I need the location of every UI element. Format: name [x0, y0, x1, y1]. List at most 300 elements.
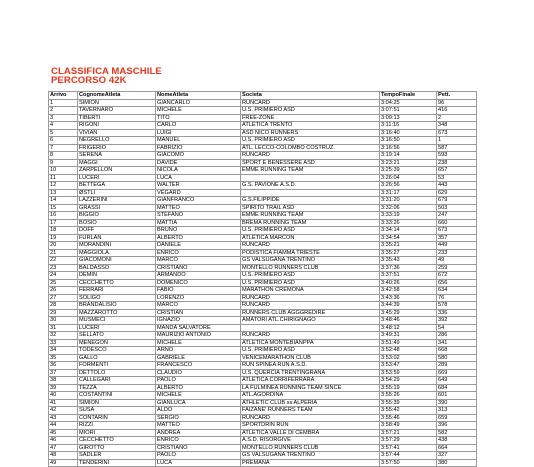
cell-tempo: 3:57:44 — [380, 452, 437, 460]
cell-cognome: MORANDINI — [78, 242, 156, 250]
cell-arrivo: 7 — [49, 144, 78, 152]
cell-societa: SPIRITO TRAIL ASD — [241, 204, 380, 212]
cell-societa: ATLETICA MONTEBIANPPA — [241, 339, 380, 347]
cell-societa: RUNCARD — [241, 294, 380, 302]
cell-societa: G.S.FILIPPIDE — [241, 197, 380, 205]
cell-societa: ASD NICO RUNNERS — [241, 129, 380, 137]
cell-tempo: 3:33:19 — [380, 212, 437, 220]
cell-tempo: 3:11:16 — [380, 122, 437, 130]
cell-arrivo: 40 — [49, 392, 78, 400]
cell-nome: DOMENICO — [156, 279, 241, 287]
cell-tempo: 3:55:19 — [380, 384, 437, 392]
cell-tempo: 3:37:36 — [380, 264, 437, 272]
cell-nome: MICHELE — [156, 392, 241, 400]
cell-tempo: 3:57:50 — [380, 459, 437, 467]
cell-cognome: GIROTTO — [78, 444, 156, 452]
cell-cognome: GIACOMONI — [78, 257, 156, 265]
cell-tempo: 3:26:56 — [380, 182, 437, 190]
cell-tempo: 3:33:26 — [380, 219, 437, 227]
cell-tempo: 3:34:14 — [380, 227, 437, 235]
cell-cognome: TENDERINI — [78, 459, 156, 467]
table-row — [49, 99, 477, 107]
cell-pettorale: 96 — [437, 99, 477, 107]
cell-societa: ATLETICA CORRIFERRARA — [241, 377, 380, 385]
cell-pettorale: 390 — [437, 399, 477, 407]
table-row — [49, 159, 477, 167]
cell-tempo: 3:54:29 — [380, 377, 437, 385]
cell-cognome: SIMION — [78, 399, 156, 407]
cell-tempo: 3:51:49 — [380, 339, 437, 347]
cell-pettorale: 380 — [437, 459, 477, 467]
cell-arrivo: 14 — [49, 197, 78, 205]
cell-nome: ALBERTO — [156, 234, 241, 242]
cell-arrivo: 32 — [49, 332, 78, 340]
cell-pettorale: 578 — [437, 302, 477, 310]
cell-arrivo: 33 — [49, 339, 78, 347]
cell-nome: MARCO — [156, 302, 241, 310]
column-header-cognome: CognomeAtleta — [78, 92, 156, 100]
cell-tempo: 3:48:46 — [380, 317, 437, 325]
cell-tempo: 3:55:42 — [380, 407, 437, 415]
cell-societa: ATHLETIC CLUB ss ALPERIA — [241, 399, 380, 407]
cell-societa: PODISTICA FIAMMA TRIESTE — [241, 249, 380, 257]
cell-societa: ATLETICA VALLE DI CEMBRA — [241, 429, 380, 437]
table-row — [49, 302, 477, 310]
cell-arrivo: 38 — [49, 377, 78, 385]
cell-societa: U.S. QUERCIA TRENTINGRANA — [241, 369, 380, 377]
cell-cognome: CECCHETTO — [78, 279, 156, 287]
cell-pettorale: 587 — [437, 144, 477, 152]
cell-arrivo: 28 — [49, 302, 78, 310]
cell-pettorale: 582 — [437, 429, 477, 437]
table-row — [49, 212, 477, 220]
cell-arrivo: 22 — [49, 257, 78, 265]
cell-nome: CARLO — [156, 122, 241, 130]
cell-pettorale: 286 — [437, 332, 477, 340]
cell-cognome: MAGGI — [78, 159, 156, 167]
cell-cognome: BOSIO — [78, 219, 156, 227]
cell-pettorale: 53 — [437, 174, 477, 182]
cell-cognome: TIBERTI — [78, 114, 156, 122]
cell-cognome: DEMIN — [78, 272, 156, 280]
cell-pettorale: 649 — [437, 377, 477, 385]
table-row — [49, 362, 477, 370]
cell-pettorale: 664 — [437, 444, 477, 452]
cell-arrivo: 31 — [49, 324, 78, 332]
cell-nome: MATTEO — [156, 204, 241, 212]
table-row — [49, 152, 477, 160]
table-row — [49, 167, 477, 175]
cell-tempo: 3:44:39 — [380, 302, 437, 310]
cell-tempo: 3:26:04 — [380, 174, 437, 182]
cell-tempo: 3:53:02 — [380, 354, 437, 362]
cell-pettorale: 247 — [437, 212, 477, 220]
cell-arrivo: 16 — [49, 212, 78, 220]
cell-nome: BRUNO — [156, 227, 241, 235]
cell-arrivo: 45 — [49, 429, 78, 437]
cell-arrivo: 27 — [49, 294, 78, 302]
column-header-arrivo: Arrivo — [49, 92, 78, 100]
cell-tempo: 3:19:14 — [380, 152, 437, 160]
cell-tempo: 3:31:20 — [380, 197, 437, 205]
table-row — [49, 257, 477, 265]
cell-tempo: 3:16:56 — [380, 144, 437, 152]
column-header-nome: NomeAtleta — [156, 92, 241, 100]
cell-arrivo: 6 — [49, 137, 78, 145]
cell-cognome: BETTEGA — [78, 182, 156, 190]
cell-arrivo: 49 — [49, 459, 78, 467]
table-row — [49, 137, 477, 145]
cell-nome: CRISTIANO — [156, 444, 241, 452]
cell-societa: RUNCARD — [241, 152, 380, 160]
cell-tempo: 3:43:36 — [380, 294, 437, 302]
cell-pettorale: 684 — [437, 384, 477, 392]
cell-cognome: COSTANTINI — [78, 392, 156, 400]
cell-tempo: 3:53:59 — [380, 369, 437, 377]
cell-societa: RUNNERS CLUB AGGGREDIRE — [241, 309, 380, 317]
cell-cognome: SIMION — [78, 99, 156, 107]
table-row — [49, 347, 477, 355]
cell-tempo: 3:40:26 — [380, 279, 437, 287]
cell-cognome: FORMENTI — [78, 362, 156, 370]
cell-pettorale: 438 — [437, 437, 477, 445]
cell-tempo: 3:04:25 — [380, 99, 437, 107]
cell-nome: DAVIDE — [156, 159, 241, 167]
cell-nome: GIACOMO — [156, 152, 241, 160]
cell-arrivo: 8 — [49, 152, 78, 160]
cell-societa: MONTELLO RUNNERS CLUB — [241, 444, 380, 452]
cell-nome: ALDO — [156, 407, 241, 415]
cell-nome: DANIELE — [156, 242, 241, 250]
cell-cognome: TEZZA — [78, 384, 156, 392]
cell-cognome: DOFF — [78, 227, 156, 235]
cell-arrivo: 21 — [49, 249, 78, 257]
cell-pettorale: 1 — [437, 137, 477, 145]
table-row — [49, 369, 477, 377]
cell-pettorale: 659 — [437, 414, 477, 422]
cell-nome: PAOLO — [156, 377, 241, 385]
cell-pettorale: 443 — [437, 182, 477, 190]
cell-tempo: 3:55:46 — [380, 414, 437, 422]
cell-arrivo: 11 — [49, 174, 78, 182]
table-row — [49, 332, 477, 340]
cell-pettorale: 580 — [437, 354, 477, 362]
cell-nome: STEFANO — [156, 212, 241, 220]
cell-nome: MICHELE — [156, 339, 241, 347]
cell-nome: TITO — [156, 114, 241, 122]
cell-societa: U.S. PRIMIERO ASD — [241, 347, 380, 355]
cell-pettorale: 416 — [437, 107, 477, 115]
cell-arrivo: 20 — [49, 242, 78, 250]
cell-nome: MARCO — [156, 257, 241, 265]
table-row — [49, 429, 477, 437]
cell-societa: LA FULMINEA RUNNING TEAM SINCE — [241, 384, 380, 392]
cell-nome: SERGIO — [156, 414, 241, 422]
cell-pettorale: 327 — [437, 452, 477, 460]
table-row — [49, 414, 477, 422]
cell-nome: CRISTIANO — [156, 264, 241, 272]
cell-arrivo: 47 — [49, 444, 78, 452]
cell-cognome: SADLER — [78, 452, 156, 460]
cell-tempo: 3:45:29 — [380, 309, 437, 317]
table-row — [49, 407, 477, 415]
table-row — [49, 189, 477, 197]
cell-arrivo: 3 — [49, 114, 78, 122]
table-row — [49, 174, 477, 182]
cell-nome: PAOLO — [156, 452, 241, 460]
cell-pettorale: 259 — [437, 264, 477, 272]
cell-pettorale: 679 — [437, 197, 477, 205]
table-header-row — [49, 92, 477, 100]
cell-arrivo: 24 — [49, 272, 78, 280]
cell-societa: MONTELLO RUNNERS CLUB — [241, 264, 380, 272]
cell-tempo: 3:42:58 — [380, 287, 437, 295]
cell-nome: MANUEL — [156, 137, 241, 145]
cell-societa: GS VALSUGANA TRENTINO — [241, 257, 380, 265]
cell-cognome: MAGGIOLA — [78, 249, 156, 257]
cell-nome: FABRIZIO — [156, 144, 241, 152]
cell-cognome: BIGGIO — [78, 212, 156, 220]
cell-nome: MATTIA — [156, 219, 241, 227]
cell-societa: G.S. PAVIONE A.S.D. — [241, 182, 380, 190]
cell-cognome: MIORI — [78, 429, 156, 437]
cell-pettorale: 289 — [437, 362, 477, 370]
cell-cognome: GRASSI — [78, 204, 156, 212]
cell-arrivo: 34 — [49, 347, 78, 355]
cell-pettorale: 54 — [437, 324, 477, 332]
cell-societa: BREMA RUNNING TEAM — [241, 219, 380, 227]
table-row — [49, 129, 477, 137]
cell-societa: ATLETICA MARCON — [241, 234, 380, 242]
table-row — [49, 242, 477, 250]
table-row — [49, 459, 477, 467]
cell-tempo: 3:37:51 — [380, 272, 437, 280]
cell-arrivo: 25 — [49, 279, 78, 287]
cell-nome: GIANCARLO — [156, 99, 241, 107]
cell-pettorale: 49 — [437, 257, 477, 265]
cell-cognome: LAZZERINI — [78, 197, 156, 205]
table-row — [49, 122, 477, 130]
column-header-pettorale: Pett. — [437, 92, 477, 100]
table-row — [49, 437, 477, 445]
cell-pettorale: 233 — [437, 249, 477, 257]
table-row — [49, 294, 477, 302]
results-table — [48, 91, 477, 467]
cell-societa: GS VALSUGANA TRENTINO — [241, 452, 380, 460]
cell-arrivo: 2 — [49, 107, 78, 115]
cell-arrivo: 37 — [49, 369, 78, 377]
column-header-societa: Societa — [241, 92, 380, 100]
cell-cognome: SUSA — [78, 407, 156, 415]
cell-societa: U.S. PRIMIERO ASD — [241, 272, 380, 280]
cell-pettorale: 449 — [437, 242, 477, 250]
cell-arrivo: 44 — [49, 422, 78, 430]
cell-societa: RUNCARD — [241, 332, 380, 340]
cell-pettorale: 238 — [437, 159, 477, 167]
cell-cognome: TAVERNARO — [78, 107, 156, 115]
cell-pettorale: 669 — [437, 369, 477, 377]
cell-nome: ALBERTO — [156, 384, 241, 392]
cell-nome: ENRICO — [156, 437, 241, 445]
table-row — [49, 279, 477, 287]
cell-societa: RUNCARD — [241, 414, 380, 422]
table-row — [49, 287, 477, 295]
cell-pettorale: 668 — [437, 347, 477, 355]
cell-cognome: RIGONI — [78, 122, 156, 130]
cell-nome: ENRICO — [156, 249, 241, 257]
cell-cognome: MAZZAROTTO — [78, 309, 156, 317]
cell-pettorale: 601 — [437, 392, 477, 400]
cell-tempo: 3:35:43 — [380, 257, 437, 265]
table-row — [49, 219, 477, 227]
cell-cognome: SOLIGO — [78, 294, 156, 302]
page-title: CLASSIFICA MASCHILE — [51, 66, 162, 77]
cell-pettorale: 348 — [437, 122, 477, 130]
cell-arrivo: 10 — [49, 167, 78, 175]
cell-pettorale: 593 — [437, 152, 477, 160]
cell-arrivo: 48 — [49, 452, 78, 460]
cell-tempo: 3:16:50 — [380, 137, 437, 145]
cell-societa: RUNCARD — [241, 242, 380, 250]
cell-societa: VENICEMARATHON CLUB — [241, 354, 380, 362]
table-row — [49, 114, 477, 122]
cell-cognome: LUCERI — [78, 174, 156, 182]
table-row — [49, 204, 477, 212]
cell-pettorale: 2 — [437, 114, 477, 122]
table-row — [49, 452, 477, 460]
cell-cognome: TODESCO — [78, 347, 156, 355]
cell-arrivo: 43 — [49, 414, 78, 422]
cell-arrivo: 30 — [49, 317, 78, 325]
cell-cognome: LUCERI — [78, 324, 156, 332]
cell-pettorale: 657 — [437, 167, 477, 175]
table-row — [49, 384, 477, 392]
cell-arrivo: 39 — [49, 384, 78, 392]
cell-pettorale: 673 — [437, 227, 477, 235]
cell-arrivo: 19 — [49, 234, 78, 242]
cell-nome: MATTEO — [156, 422, 241, 430]
table-row — [49, 144, 477, 152]
cell-pettorale: 503 — [437, 204, 477, 212]
cell-pettorale: 673 — [437, 129, 477, 137]
cell-arrivo: 42 — [49, 407, 78, 415]
cell-cognome: BALDASSO — [78, 264, 156, 272]
cell-societa: A.S.D. RISORGIVE — [241, 437, 380, 445]
cell-arrivo: 4 — [49, 122, 78, 130]
cell-tempo: 3:49:31 — [380, 332, 437, 340]
cell-societa: ATL. LECCO-COLOMBO COSTRUZ. — [241, 144, 380, 152]
table-row — [49, 392, 477, 400]
cell-tempo: 3:57:29 — [380, 437, 437, 445]
cell-nome: GIANFRANCO — [156, 197, 241, 205]
cell-arrivo: 5 — [49, 129, 78, 137]
cell-pettorale: 634 — [437, 287, 477, 295]
cell-tempo: 3:57:41 — [380, 444, 437, 452]
cell-nome: ANDREA — [156, 429, 241, 437]
table-row — [49, 309, 477, 317]
cell-arrivo: 12 — [49, 182, 78, 190]
cell-cognome: BRANDALISIO — [78, 302, 156, 310]
cell-societa: SPORTDRIN RUN — [241, 422, 380, 430]
table-row — [49, 324, 477, 332]
cell-pettorale: 357 — [437, 234, 477, 242]
cell-tempo: 3:35:21 — [380, 242, 437, 250]
cell-nome: IGNAZIO — [156, 317, 241, 325]
cell-tempo: 3:32:06 — [380, 204, 437, 212]
cell-arrivo: 23 — [49, 264, 78, 272]
cell-arrivo: 26 — [49, 287, 78, 295]
cell-arrivo: 41 — [49, 399, 78, 407]
column-header-tempo: TempoFinale — [380, 92, 437, 100]
cell-tempo: 3:31:17 — [380, 189, 437, 197]
cell-pettorale: 313 — [437, 407, 477, 415]
cell-cognome: DETTOLO — [78, 369, 156, 377]
cell-tempo: 3:52:48 — [380, 347, 437, 355]
cell-tempo: 3:53:47 — [380, 362, 437, 370]
cell-cognome: CECCHETTO — [78, 437, 156, 445]
cell-societa: ATLETICA TRENTO — [241, 122, 380, 130]
cell-tempo: 3:57:21 — [380, 429, 437, 437]
cell-nome: GABRIELE — [156, 354, 241, 362]
cell-arrivo: 1 — [49, 99, 78, 107]
table-row — [49, 107, 477, 115]
cell-pettorale: 660 — [437, 219, 477, 227]
cell-cognome: ØSTLI — [78, 189, 156, 197]
table-row — [49, 182, 477, 190]
results-body — [49, 99, 477, 467]
cell-nome: LORENZO — [156, 294, 241, 302]
cell-nome: LUCA — [156, 174, 241, 182]
cell-arrivo: 46 — [49, 437, 78, 445]
cell-societa: U.S. PRIMIERO ASD — [241, 137, 380, 145]
cell-societa: MARATHON CREMONA — [241, 287, 380, 295]
cell-tempo: 3:58:49 — [380, 422, 437, 430]
cell-pettorale: 76 — [437, 294, 477, 302]
cell-nome: CLAUDIO — [156, 369, 241, 377]
table-row — [49, 234, 477, 242]
cell-nome: MICHELE — [156, 107, 241, 115]
cell-arrivo: 29 — [49, 309, 78, 317]
cell-societa: U.S. PRIMIERO ASD — [241, 279, 380, 287]
cell-tempo: 3:55:39 — [380, 399, 437, 407]
cell-nome: ARMANDO — [156, 272, 241, 280]
table-row — [49, 249, 477, 257]
cell-nome: WALTER — [156, 182, 241, 190]
cell-cognome: VIVIAN — [78, 129, 156, 137]
table-row — [49, 197, 477, 205]
table-row — [49, 354, 477, 362]
table-row — [49, 339, 477, 347]
cell-pettorale: 672 — [437, 272, 477, 280]
cell-arrivo: 18 — [49, 227, 78, 235]
table-row — [49, 444, 477, 452]
cell-nome: GIANLUCA — [156, 399, 241, 407]
cell-pettorale: 341 — [437, 339, 477, 347]
cell-tempo: 3:16:40 — [380, 129, 437, 137]
table-row — [49, 399, 477, 407]
cell-societa: RUNCARD — [241, 99, 380, 107]
cell-societa: RUN SPINEA RUN A.S.D. — [241, 362, 380, 370]
cell-pettorale: 392 — [437, 317, 477, 325]
cell-societa: PREMANA — [241, 459, 380, 467]
cell-nome: LUCA — [156, 459, 241, 467]
cell-cognome: CONTARIN — [78, 414, 156, 422]
cell-arrivo: 17 — [49, 219, 78, 227]
table-row — [49, 377, 477, 385]
cell-nome: MANDA SALVATORE — [156, 324, 241, 332]
cell-nome: FABIO — [156, 287, 241, 295]
cell-nome: VEGARD — [156, 189, 241, 197]
